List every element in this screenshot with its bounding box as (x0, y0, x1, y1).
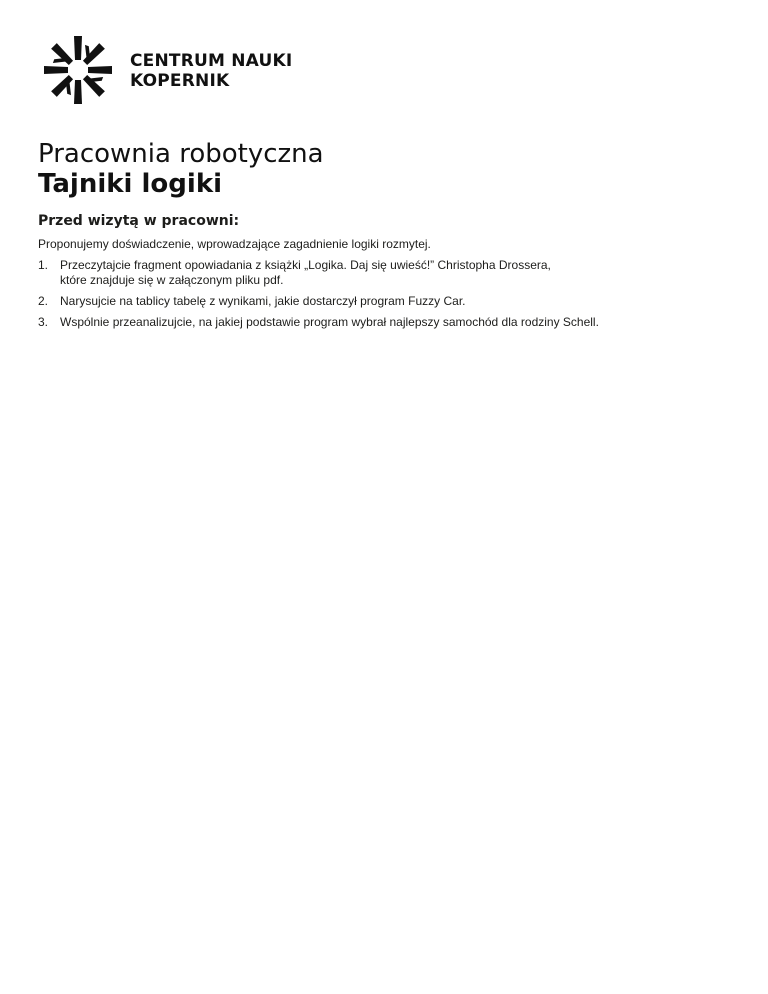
page-title (38, 138, 324, 198)
list-item-number: 3. (38, 315, 49, 329)
list-item (38, 315, 738, 330)
list-item-number: 1. (38, 258, 49, 272)
list-item (38, 258, 738, 288)
list-item (38, 294, 738, 309)
list-item-text: Wspólnie przeanalizujcie, na jakiej podstawie program wybrał najlepszy samochód dla rodziny Schell. (60, 315, 599, 329)
section-intro: Proponujemy doświadczenie, wprowadzające zagadnienie logiki rozmytej. (38, 237, 431, 251)
title-topic: Tajniki logiki (38, 169, 223, 199)
logo-wordmark (130, 51, 292, 91)
steps-list (38, 258, 738, 330)
list-item-number: 2. (38, 294, 49, 308)
logo (38, 34, 292, 106)
list-item-text: Przeczytajcie fragment opowiadania z książki „Logika. Daj się uwieść!” Christopha Drossera, które znajduje się w załączonym pliku pdf. (60, 258, 551, 287)
list-item-text: Narysujcie na tablicy tabelę z wynikami, jakie dostarczył program Fuzzy Car. (60, 294, 466, 308)
title-subject: Pracownia robotyczna (38, 139, 324, 169)
logo-line-2: KOPERNIK (130, 71, 230, 91)
logo-line-1: CENTRUM NAUKI (130, 51, 293, 71)
pre-visit-section (38, 212, 738, 336)
star-burst-logo-icon (38, 34, 118, 106)
section-heading: Przed wizytą w pracowni: (38, 213, 240, 229)
